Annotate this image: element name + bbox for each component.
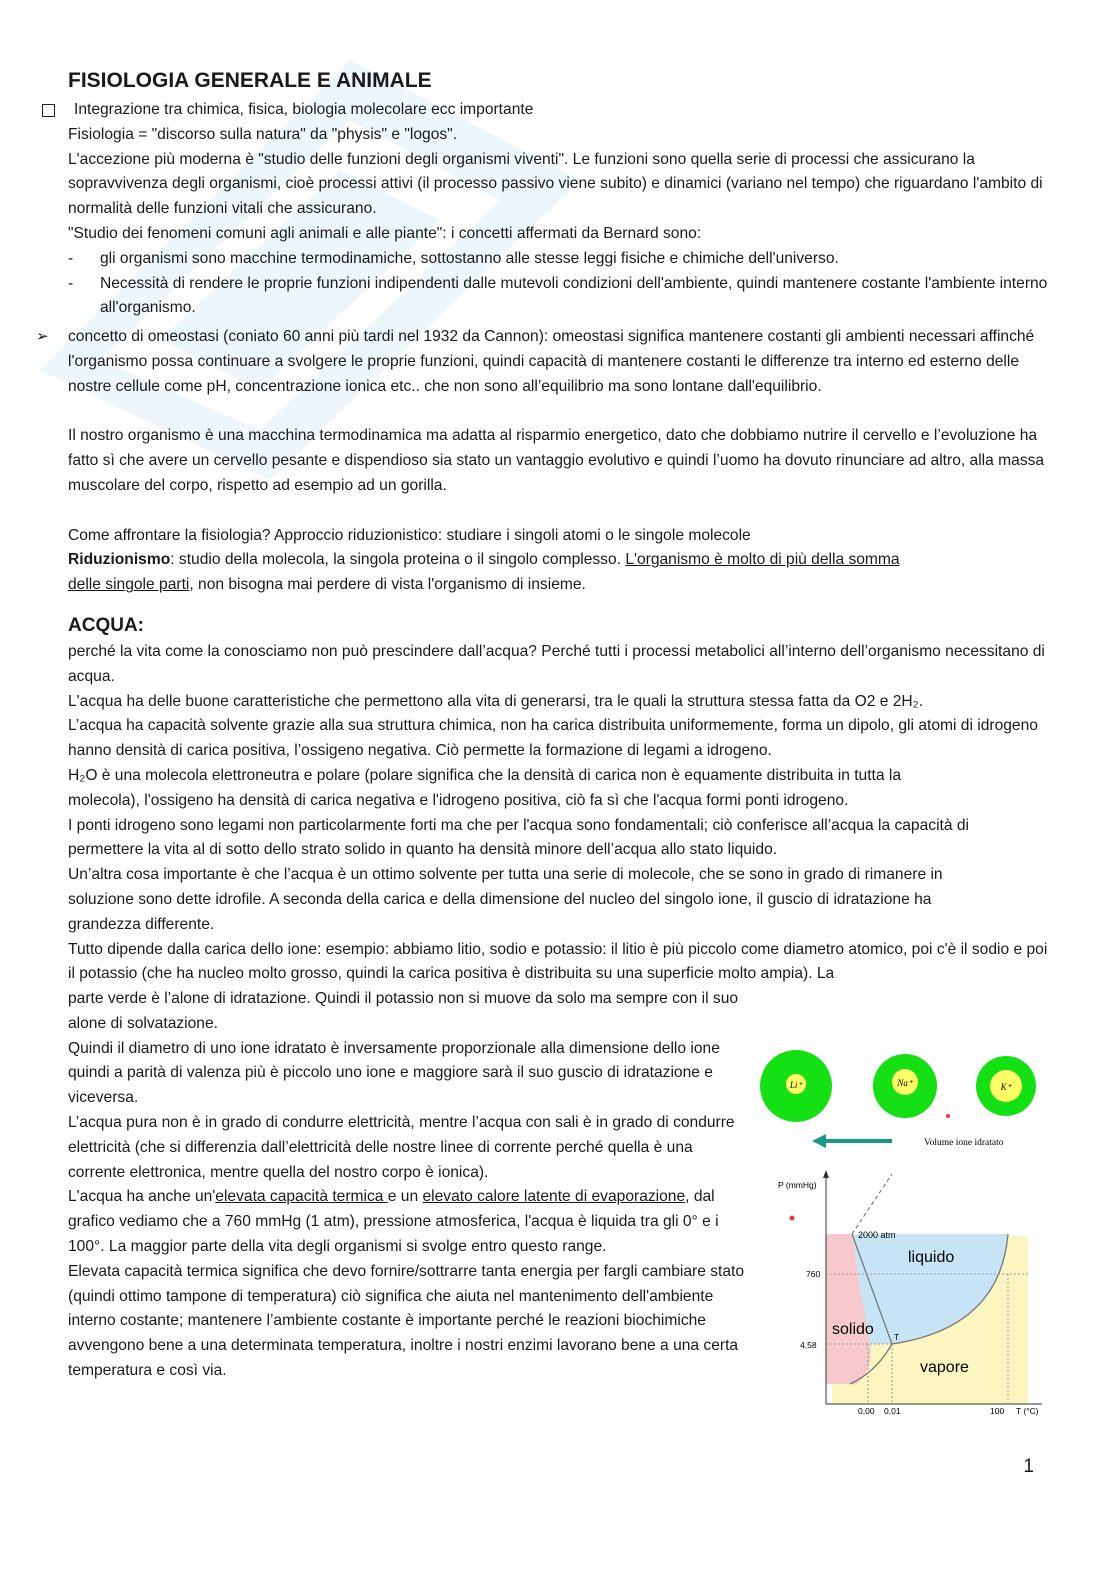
tick-001: 0,01 xyxy=(884,1406,901,1416)
water-narrow-2: Quindi il diametro di uno ione idratato è inversamente proporzionale alla dimensione dello ione quindi a parità di valenza più è piccolo uno ione e maggiore sarà il suo guscio di idratazione e viceversa. xyxy=(68,1039,720,1107)
dash-bullet-icon: - xyxy=(68,249,74,267)
tick-760: 760 xyxy=(806,1269,821,1279)
reductionism-text: : studio della molecola, la singola proteina o il singolo complesso. xyxy=(170,551,626,569)
label-liquido: liquido xyxy=(908,1249,955,1266)
underlined-heat-capacity: elevata capacità termica xyxy=(215,1188,388,1206)
text-span: , dal grafico vediamo che a 760 mmHg (1 atm), pressione atmosferica, l'acqua è liquida tra gli 0° e i 100°. La maggior parte della vita degli organismi si svolge entro questo range. xyxy=(68,1188,719,1256)
list-item xyxy=(68,272,1048,322)
red-dot xyxy=(946,1114,950,1118)
water-line: perché la vita come la conosciamo non può prescindere dall’acqua? Perché tutti i processi metabolici all’interno dell’organismo necessitano di acqua. xyxy=(68,642,1045,685)
checkbox-item-text: Integrazione tra chimica, fisica, biologia molecolare ecc importante xyxy=(74,101,534,118)
reductionism-tail: , non bisogna mai perdere di vista l'organismo di insieme. xyxy=(189,576,586,594)
y-axis-arrow xyxy=(823,1170,829,1178)
list-item-text: Necessità di rendere le proprie funzioni indipendenti dalle mutevoli condizioni dell'ambiente, quindi mantenere costante l'ambiente interno all'organismo. xyxy=(100,274,1048,317)
reductionism-underlined: L'organismo è molto di più della somma delle singole parti xyxy=(68,551,900,594)
red-dot xyxy=(790,1216,795,1221)
checkbox-item xyxy=(68,98,1048,123)
water-narrow-3: L’acqua pura non è in grado di condurre elettricità, mentre l’acqua con sali è in grado di condurre elettricità (che si differenzia dall’elettricità delle nostre linee di corrente perché quella è una corrente elettronica, mentre quella del nostro corpo è ionica). xyxy=(68,1114,735,1181)
x-axis-label: T (°C) xyxy=(1016,1406,1039,1416)
arrow-list-item xyxy=(36,325,1048,399)
na-label: Na⁺ xyxy=(897,1078,913,1088)
water-line: I ponti idrogeno sono legami non particolarmente forti ma che per l'acqua sono fondamentali; ciò conferisce all’acqua la capacità di permettere la vita al di sotto dello strato solido in quanto ha densità minore dell’acqua allo stato liquido. xyxy=(68,816,970,859)
k-label: K⁺ xyxy=(1000,1082,1012,1092)
arrow-item-text: concetto di omeostasi (coniato 60 anni più tardi nel 1932 da Cannon): omeostasi significa mantenere costanti gli ambienti necessari affinché l'organismo possa continuare a svolgere le proprie funzioni, quindi capacità di mantenere costanti le differenze tra interno ed esterno delle nostre cellule come pH, concentrazione ionica etc.. che non sono all’equilibrio ma sono lontane dall'equilibrio. xyxy=(68,328,1035,395)
dashed-extension xyxy=(852,1174,892,1234)
section-heading-acqua: ACQUA: xyxy=(68,614,144,636)
phase-diagram xyxy=(772,1168,1048,1424)
water-line: L'acqua ha delle buone caratteristiche che permettono alla vita di generarsi, tra le quali la struttura stessa fatta da O2 e 2H₂. xyxy=(68,692,924,710)
ion-hydration-figure xyxy=(752,1048,1044,1154)
arrow-bullet-icon: ➢ xyxy=(36,328,49,346)
tick-000: 0,00 xyxy=(858,1406,875,1416)
label-2000-atm: 2000 atm xyxy=(858,1230,896,1240)
paragraph-reductionism xyxy=(68,548,918,598)
text-span: e un xyxy=(387,1188,423,1206)
water-narrow-1: parte verde è l’alone di idratazione. Quindi il potassio non si muove da solo ma sempre con il suo alone di solvatazione. xyxy=(68,990,739,1032)
underlined-latent-heat: elevato calore latente di evaporazione xyxy=(422,1188,686,1206)
reductionism-term: Riduzionismo xyxy=(68,551,171,569)
label-triple-point: T xyxy=(894,1332,900,1342)
label-vapore: vapore xyxy=(920,1359,969,1376)
page-number: 1 xyxy=(1023,1456,1034,1477)
tick-458: 4,58 xyxy=(800,1340,817,1350)
checkbox-icon xyxy=(42,104,55,117)
water-line: Tutto dipende dalla carica dello ione: esempio: abbiamo litio, sodio e potassio: il litio è più piccolo come diametro atomico, poi c'è il sodio e poi il potassio (che ha nucleo molto grosso, quindi la carica positiva è distribuita su una superficie molto ampia). La xyxy=(68,940,1048,983)
text-span: L'acqua ha anche un' xyxy=(68,1188,216,1206)
label-solido: solido xyxy=(832,1321,874,1338)
water-narrow-4 xyxy=(68,1185,748,1259)
page-title: FISIOLOGIA GENERALE E ANIMALE xyxy=(68,69,432,92)
water-line: L’acqua ha capacità solvente grazie alla sua struttura chimica, non ha carica distribuita uniformemente, forma un dipolo, gli atomi di idrogeno hanno densità di carica positiva, l’ossigeno negativa. Ciò permette la formazione di legami a idrogeno. xyxy=(68,717,1038,760)
ion-caption: Volume ione idratato xyxy=(924,1138,1004,1148)
water-line: H₂O è una molecola elettroneutra e polare (polare significa che la densità di carica non è equamente distribuita in tutta la molecola), l'ossigeno ha densità di carica negativa e l'idrogeno positiva, ciò fa sì che l'acqua formi ponti idrogeno. xyxy=(68,766,902,809)
list-item-text: gli organismi sono macchine termodinamiche, sottostanno alle stesse leggi fisiche e chimiche dell'universo. xyxy=(100,249,839,267)
y-axis-label: P (mmHg) xyxy=(778,1180,817,1190)
dash-bullet-icon: - xyxy=(68,274,74,292)
li-label: Li⁺ xyxy=(789,1080,803,1090)
water-line: Un’altra cosa importante è che l’acqua è un ottimo solvente per tutta una serie di molecole, che se sono in grado di rimanere in soluzione sono dette idrofile. A seconda della carica e della dimensione del nucleo del singolo ione, il guscio di idratazione ha grandezza differente. xyxy=(68,866,943,933)
intro-line-1: Fisiologia = "discorso sulla natura" da "physis" e "logos". xyxy=(68,125,458,143)
water-narrow-5: Elevata capacità termica significa che devo fornire/sottrarre tanta energia per fargli cambiare stato (quindi ottimo tampone di temperatura) ciò significa che aiuta nel mantenimento dell'ambiente interno costante; mantenere l’ambiente costante è importante perché le reazioni biochimiche avvengono bene a una determinata temperatura, inoltre i nostri enzimi lavorano bene a una certa temperatura e così via. xyxy=(68,1262,745,1380)
paragraph-approach: Come affrontare la fisiologia? Approccio riduzionistico: studiare i singoli atomi o le singole molecole xyxy=(68,526,751,544)
intro-line-2: L'accezione più moderna è "studio delle funzioni degli organismi viventi". Le funzioni sono quella serie di processi che assicurano la sopravvivenza degli organismi, cioè processi attivi (il processo passivo viene subito) e dinamici (variano nel tempo) che riguardano l'ambito di normalità delle funzioni vitali che assicurano. xyxy=(68,150,1043,218)
tick-100: 100 xyxy=(990,1406,1005,1416)
intro-line-3: "Studio dei fenomeni comuni agli animali e alle piante": i concetti affermati da Bernard sono: xyxy=(68,224,702,242)
paragraph-organism: Il nostro organismo è una macchina termodinamica ma adatta al risparmio energetico, dato che dobbiamo nutrire il cervello e l’evoluzione ha fatto sì che avere un cervello pesante e dispendioso sia stato un vantaggio evolutivo e quindi l’uomo ha dovuto rinunciare ad altro, alla massa muscolare del corpo, rispetto ad esempio ad un gorilla. xyxy=(68,427,1045,494)
list-item xyxy=(68,247,1048,272)
arrow-head xyxy=(812,1134,826,1148)
